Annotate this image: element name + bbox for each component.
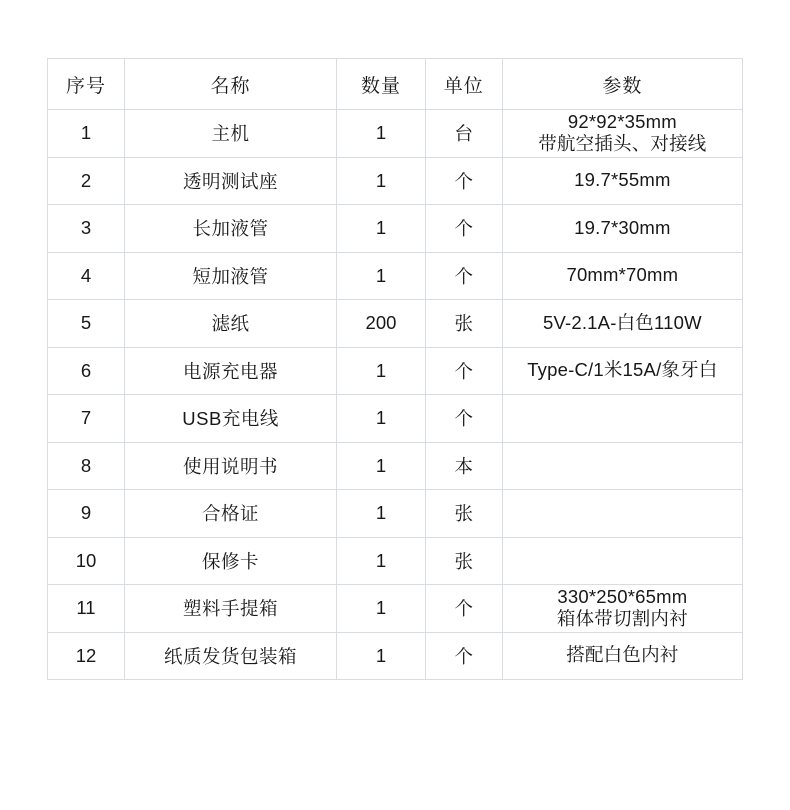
cell-quantity: 1 — [337, 110, 426, 158]
table-row — [48, 347, 743, 395]
cell-unit: 台 — [425, 110, 502, 158]
table-row — [48, 490, 743, 538]
cell-index: 8 — [48, 442, 125, 490]
cell-unit: 个 — [425, 252, 502, 300]
table-row — [48, 632, 743, 680]
cell-name: USB充电线 — [124, 395, 336, 443]
cell-spec-line2: 箱体带切割内衬 — [556, 608, 688, 630]
cell-index: 3 — [48, 205, 125, 253]
table-row — [48, 252, 743, 300]
cell-quantity: 1 — [337, 157, 426, 205]
cell-spec-line1: Type-C/1米15A/象牙白 — [527, 359, 718, 381]
table-body — [48, 110, 743, 680]
cell-spec-line1: 92*92*35mm — [567, 110, 677, 132]
cell-quantity: 1 — [337, 537, 426, 585]
parts-list-table — [47, 58, 743, 680]
cell-spec — [502, 252, 742, 300]
column-header-quantity: 数量 — [337, 59, 426, 110]
cell-quantity: 1 — [337, 395, 426, 443]
cell-name: 塑料手提箱 — [124, 585, 336, 633]
cell-index: 6 — [48, 347, 125, 395]
cell-spec — [502, 157, 742, 205]
column-header-spec: 参数 — [502, 59, 742, 110]
table-header-row — [48, 59, 743, 110]
cell-unit: 张 — [425, 300, 502, 348]
parts-list-table-container — [47, 58, 743, 680]
table-row — [48, 110, 743, 158]
cell-unit: 个 — [425, 395, 502, 443]
cell-quantity: 200 — [337, 300, 426, 348]
table-row — [48, 537, 743, 585]
cell-name: 透明测试座 — [124, 157, 336, 205]
cell-unit: 个 — [425, 157, 502, 205]
cell-index: 11 — [48, 585, 125, 633]
cell-name: 使用说明书 — [124, 442, 336, 490]
cell-index: 7 — [48, 395, 125, 443]
table-row — [48, 442, 743, 490]
cell-unit: 张 — [425, 537, 502, 585]
cell-name: 短加液管 — [124, 252, 336, 300]
cell-spec — [502, 205, 742, 253]
cell-spec-line1: 5V-2.1A-白色110W — [542, 311, 702, 333]
cell-unit: 个 — [425, 347, 502, 395]
cell-spec-line1: 19.7*55mm — [574, 169, 671, 191]
column-header-name: 名称 — [124, 59, 336, 110]
cell-spec-line1: 70mm*70mm — [566, 264, 679, 286]
cell-quantity: 1 — [337, 632, 426, 680]
cell-spec — [502, 442, 742, 490]
cell-name: 电源充电器 — [124, 347, 336, 395]
table-header — [48, 59, 743, 110]
cell-index: 5 — [48, 300, 125, 348]
cell-quantity: 1 — [337, 585, 426, 633]
cell-index: 12 — [48, 632, 125, 680]
cell-unit: 个 — [425, 632, 502, 680]
cell-spec-line2: 带航空插头、对接线 — [538, 133, 707, 155]
cell-quantity: 1 — [337, 442, 426, 490]
cell-spec — [502, 395, 742, 443]
cell-index: 2 — [48, 157, 125, 205]
cell-name: 滤纸 — [124, 300, 336, 348]
cell-unit: 张 — [425, 490, 502, 538]
cell-quantity: 1 — [337, 490, 426, 538]
table-row — [48, 395, 743, 443]
cell-quantity: 1 — [337, 252, 426, 300]
cell-quantity: 1 — [337, 205, 426, 253]
cell-name: 合格证 — [124, 490, 336, 538]
cell-quantity: 1 — [337, 347, 426, 395]
cell-name: 长加液管 — [124, 205, 336, 253]
cell-index: 1 — [48, 110, 125, 158]
cell-spec — [502, 347, 742, 395]
table-row — [48, 585, 743, 633]
cell-spec — [502, 110, 742, 158]
cell-index: 9 — [48, 490, 125, 538]
cell-spec — [502, 632, 742, 680]
cell-spec-line1: 330*250*65mm — [557, 585, 688, 607]
cell-spec — [502, 300, 742, 348]
cell-index: 4 — [48, 252, 125, 300]
table-row — [48, 205, 743, 253]
column-header-index: 序号 — [48, 59, 125, 110]
cell-spec — [502, 537, 742, 585]
cell-unit: 个 — [425, 205, 502, 253]
cell-name: 纸质发货包装箱 — [124, 632, 336, 680]
cell-name: 保修卡 — [124, 537, 336, 585]
cell-spec-line1: 19.7*30mm — [574, 216, 671, 238]
table-row — [48, 157, 743, 205]
cell-unit: 个 — [425, 585, 502, 633]
cell-spec — [502, 585, 742, 633]
cell-unit: 本 — [425, 442, 502, 490]
cell-spec-line1: 搭配白色内衬 — [566, 644, 679, 666]
cell-spec — [502, 490, 742, 538]
table-row — [48, 300, 743, 348]
cell-index: 10 — [48, 537, 125, 585]
cell-name: 主机 — [124, 110, 336, 158]
column-header-unit: 单位 — [425, 59, 502, 110]
